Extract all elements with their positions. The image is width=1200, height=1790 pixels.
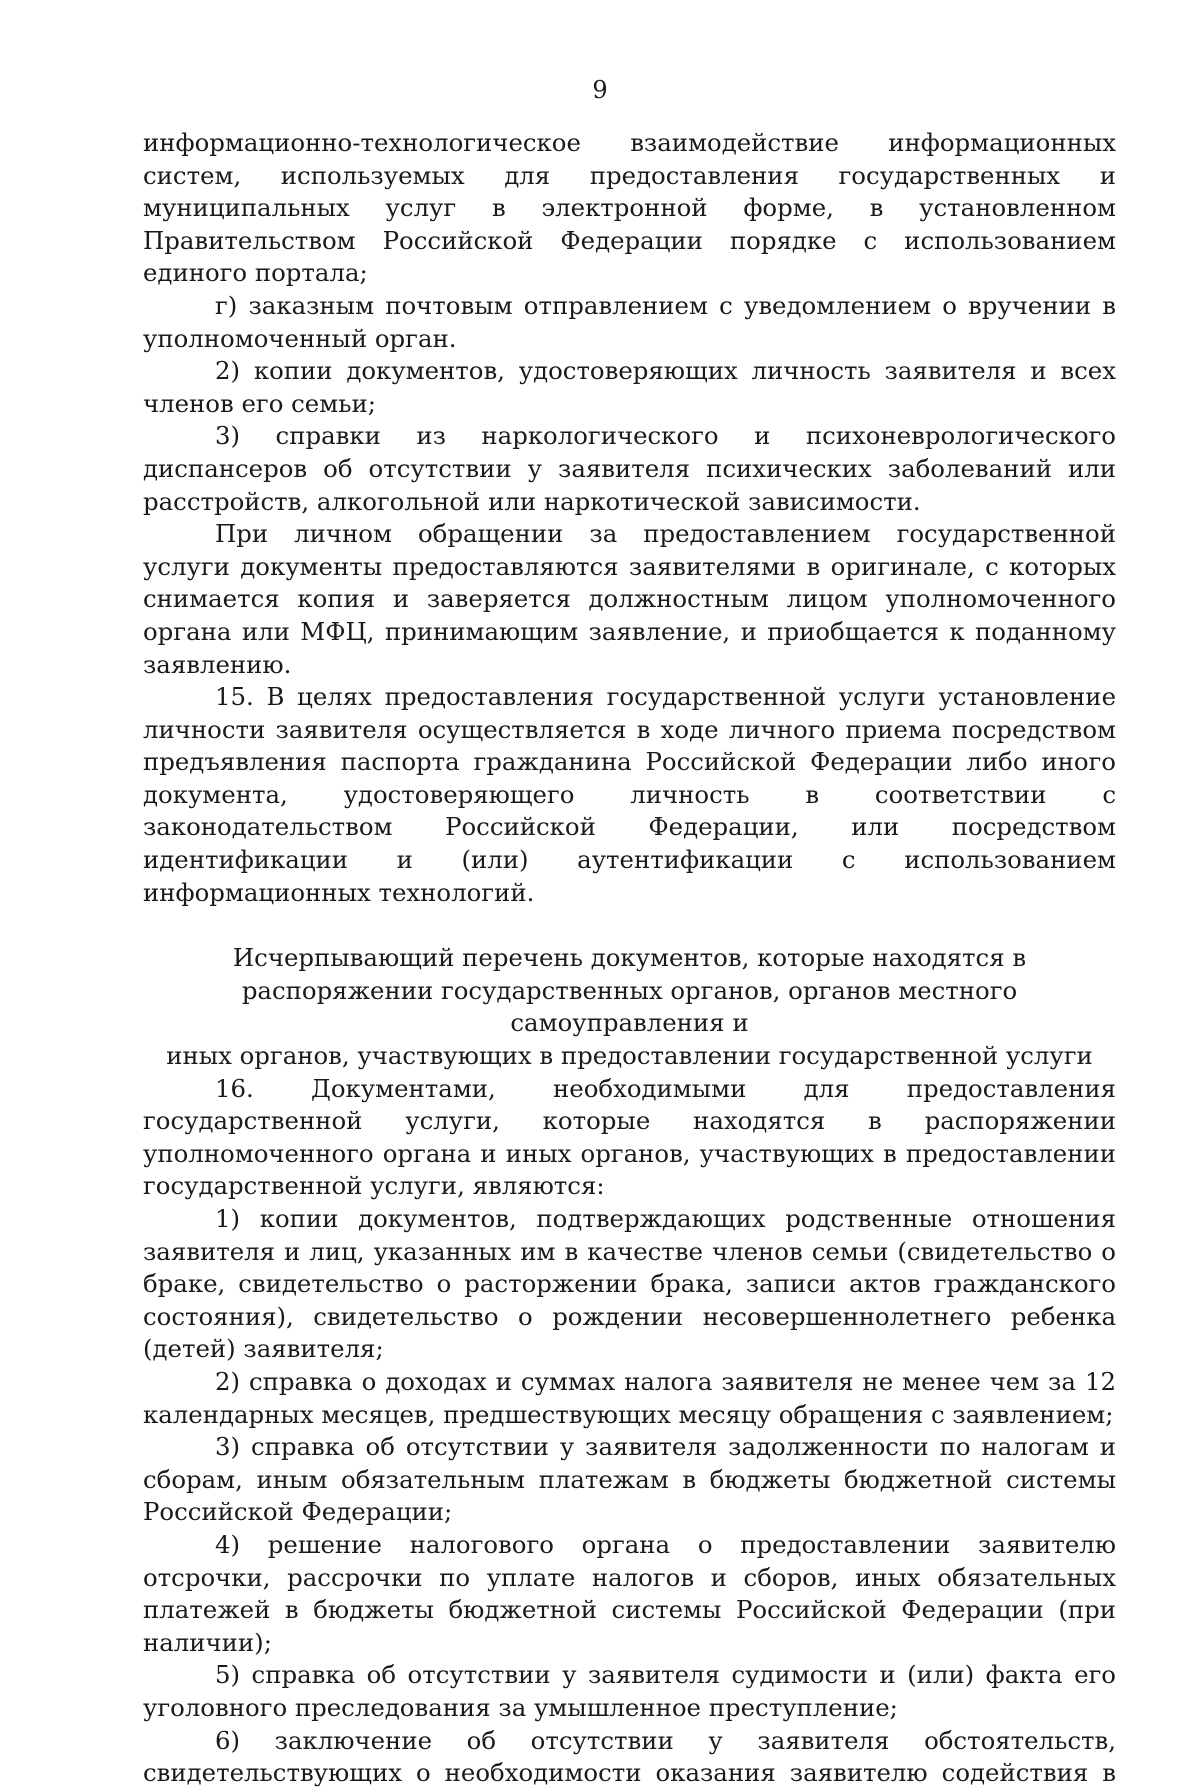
paragraph-16: 16. Документами, необходимыми для предоставления государственной услуги, которые находятся в распоряжении уполномоченного органа и иных органов, участвующих в предоставлении государственной услуги, являются: [143,1073,1116,1201]
paragraph-item-g: г) заказным почтовым отправлением с уведомлением о вручении в уполномоченный орган. [143,290,1116,353]
paragraph-item-2: 2) копии документов, удостоверяющих личность заявителя и всех членов его семьи; [143,356,1116,418]
list-item-6: 6) заключение об отсутствии у заявителя обстоятельств, свидетельствующих о необходимости оказания заявителю содействия в [143,1725,1116,1788]
heading-line: иных органов, участвующих в предоставлении государственной услуги [166,1041,1093,1071]
heading-line: распоряжении государственных органов, органов местного самоуправления и [241,975,1018,1038]
document-body [143,127,1116,1790]
paragraph-item-3: 3) справки из наркологического и психоневрологического диспансеров об отсутствии у заявителя психических заболеваний или расстройств, алкогольной или наркотической зависимости. [143,421,1116,516]
paragraph-15: 15. В целях предоставления государственной услуги установление личности заявителя осуществляется в ходе личного приема посредством предъявления паспорта гражданина Российской Федерации либо иного документа, удостоверяющего личность в соответствии с законодательством Российской Федерации, или посредством идентификации и (или) аутентификации с использованием информационных технологий. [143,682,1116,907]
section-heading [143,942,1116,1072]
list-item-3: 3) справка об отсутствии у заявителя задолженности по налогам и сборам, иным обязательным платежам в бюджеты бюджетной системы Российской Федерации; [143,1432,1116,1527]
section-spacer [143,909,1116,942]
heading-line: Исчерпывающий перечень документов, которые находятся в [232,943,1027,973]
list-item-2: 2) справка о доходах и суммах налога заявителя не менее чем за 12 календарных месяцев, предшествующих месяцу обращения с заявлением; [143,1366,1116,1429]
paragraph-personal-appeal: При личном обращении за предоставлением государственной услуги документы предоставляются заявителями в оригинале, с которых снимается копия и заверяется должностным лицом уполномоченного органа или МФЦ, принимающим заявление, и приобщается к поданному заявлению. [143,519,1116,679]
list-item-5: 5) справка об отсутствии у заявителя судимости и (или) факта его уголовного преследования за умышленное преступление; [143,1660,1116,1722]
paragraph-continuation: информационно-технологическое взаимодействие информационных систем, используемых для предоставления государственных и муниципальных услуг в электронной форме, в установленном Правительством Российской Федерации порядке с использованием единого портала; [143,128,1116,288]
list-item-1: 1) копии документов, подтверждающих родственные отношения заявителя и лиц, указанных им в качестве членов семьи (свидетельство о браке, свидетельство о расторжении брака, записи актов гражданского состояния), свидетельство о рождении несовершеннолетнего ребенка (детей) заявителя; [143,1204,1116,1364]
page-number: 9 [592,76,608,104]
list-item-4: 4) решение налогового органа о предоставлении заявителю отсрочки, рассрочки по уплате налогов и сборов, иных обязательных платежей в бюджеты бюджетной системы Российской Федерации (при наличии); [143,1529,1116,1657]
